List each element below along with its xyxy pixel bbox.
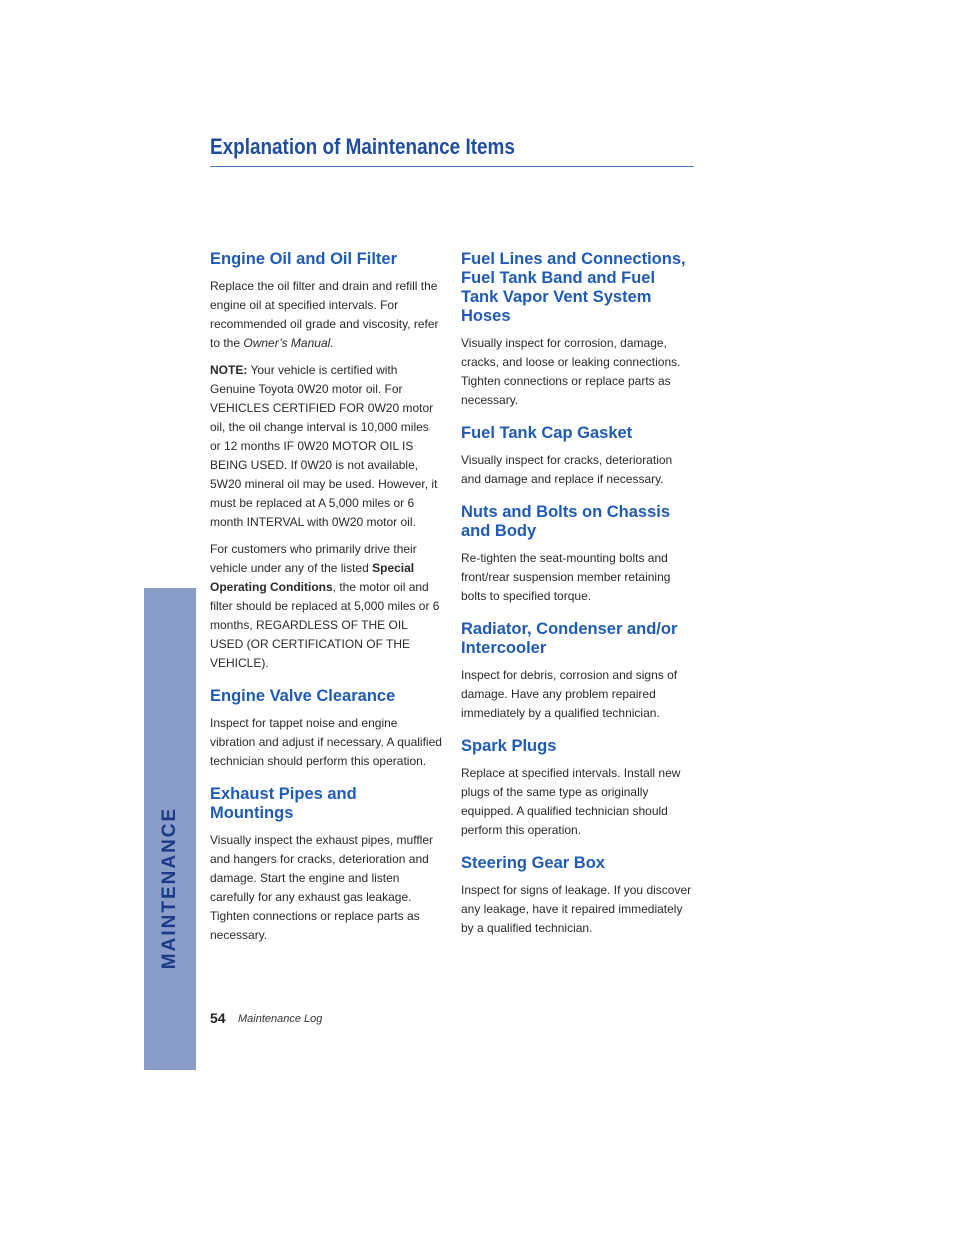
section-spark-plugs (461, 737, 693, 840)
section-heading: Engine Oil and Oil Filter (210, 250, 398, 268)
note-paragraph (210, 361, 442, 532)
section-fuel-lines (461, 250, 693, 410)
section-paragraph: Visually inspect for cracks, deterioration and damage and replace if necessary. (461, 453, 673, 486)
section-paragraph (210, 540, 442, 673)
section-radiator (461, 620, 693, 723)
section-paragraph: Visually inspect the exhaust pipes, muffler and hangers for cracks, deterioration and damage. Start the engine and listen carefully for any exhaust gas leakage. Tighten connections or replace parts as necessary. (210, 833, 434, 942)
manual-reference: Owner’s Manual. (243, 336, 334, 350)
section-paragraph: Inspect for debris, corrosion and signs of damage. Have any problem repaired immediately by a qualified technician. (461, 668, 678, 720)
section-paragraph (210, 277, 442, 353)
page-title: Explanation of Maintenance Items (210, 134, 515, 159)
section-paragraph: Inspect for tappet noise and engine vibration and adjust if necessary. A qualified technician should perform this operation. (210, 716, 442, 768)
page-number: 54 (210, 1010, 226, 1026)
section-engine-oil (210, 250, 442, 673)
paragraph-text: Replace the oil filter and drain and refill the engine oil at specified intervals. For recommended oil grade and viscosity, refer to the (210, 279, 439, 350)
section-heading: Steering Gear Box (461, 854, 605, 872)
section-heading: Radiator, Condenser and/or Intercooler (461, 620, 678, 657)
section-paragraph: Replace at specified intervals. Install new plugs of the same type as originally equipped. A qualified technician should perform this operation. (461, 766, 681, 837)
title-divider (210, 166, 694, 167)
section-heading: Spark Plugs (461, 737, 557, 755)
special-conditions-term: Special Operating Conditions (210, 561, 415, 594)
paragraph-text: For customers who primarily drive their vehicle under any of the listed (210, 542, 417, 575)
left-column (210, 250, 442, 959)
section-heading: Fuel Lines and Connections, Fuel Tank Band and Fuel Tank Vapor Vent System Hoses (461, 250, 686, 325)
paragraph-text: , the motor oil and filter should be replaced at 5,000 miles or 6 months, REGARDLESS OF THE OIL USED (OR CERTIFICATION OF THE VEHICLE). (210, 580, 440, 670)
section-fuel-tank-cap (461, 424, 693, 489)
section-heading: Exhaust Pipes and Mountings (210, 785, 357, 822)
section-paragraph: Visually inspect for corrosion, damage, cracks, and loose or leaking connections. Tighten connections or replace parts as necessary. (461, 336, 681, 407)
side-tab (144, 588, 196, 1070)
note-text: Your vehicle is certified with Genuine Toyota 0W20 motor oil. For VEHICLES CERTIFIED FOR 0W20 motor oil, the oil change interval is 10,000 miles or 12 months IF 0W20 MOTOR OIL IS BEING USED. If 0W20 is not available, 5W20 mineral oil may be used. However, it must be replaced at A 5,000 miles or 6 month INTERVAL with 0W20 motor oil. (210, 363, 438, 529)
section-nuts-bolts (461, 503, 693, 606)
note-label: NOTE: (210, 363, 248, 377)
section-heading: Fuel Tank Cap Gasket (461, 424, 633, 442)
footer-label: Maintenance Log (238, 1013, 323, 1025)
section-engine-valve (210, 687, 442, 771)
section-steering-gear (461, 854, 693, 938)
section-paragraph: Re-tighten the seat-mounting bolts and front/rear suspension member retaining bolts to specified torque. (461, 551, 671, 603)
section-heading: Engine Valve Clearance (210, 687, 396, 705)
right-column (461, 250, 693, 952)
section-paragraph: Inspect for signs of leakage. If you discover any leakage, have it repaired immediately by a qualified technician. (461, 883, 692, 935)
section-exhaust-pipes (210, 785, 442, 945)
section-heading: Nuts and Bolts on Chassis and Body (461, 503, 671, 540)
side-tab-label: MAINTENANCE (159, 806, 180, 970)
